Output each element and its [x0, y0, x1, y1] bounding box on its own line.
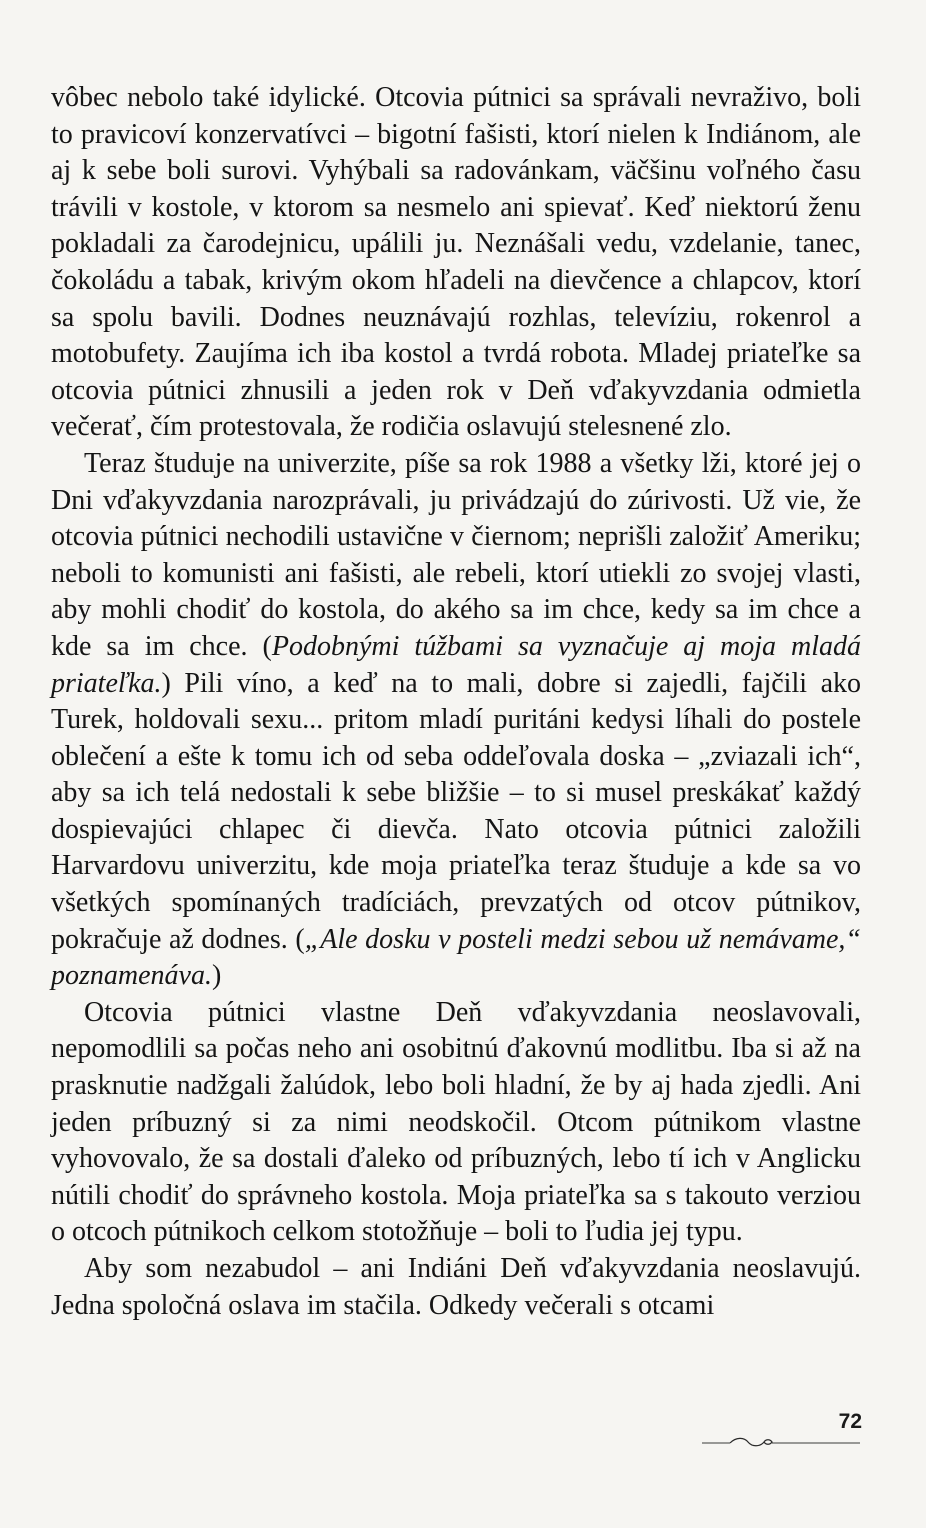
text-segment: ): [211, 960, 222, 992]
paragraph: [51, 80, 861, 446]
page-number: 72: [838, 1410, 862, 1433]
paragraph: [51, 1251, 861, 1324]
paragraph: [51, 995, 861, 1251]
page-footer: [700, 1410, 862, 1450]
italic-text-segment: „Ale dosku v posteli medzi sebou už nemávame,“ poznamenáva.: [51, 923, 862, 992]
text-segment: ) Pili víno, a keď na to mali, dobre si zajedli, fajčili ako Turek, holdovali sexu... pritom mladí puritáni kedysi líhali do postele oblečení a ešte k tomu ich od seba oddeľovala doska – „zviazali ich“, aby sa ich telá nedostali k sebe bližšie – to si musel preskákať každý dospievajúci chlapec či dievča. Nato otcovia pútnici založili Harvardovu univerzitu, kde moja priateľka teraz študuje a kde sa vo všetkých spomínaných tradíciách, prevzatých od otcov pútnikov, pokračuje až dodnes. (: [51, 667, 861, 955]
text-segment: vôbec nebolo také idylické. Otcovia pútnici sa správali nevraživo, boli to pravicoví konzervatívci – bigotní fašisti, ktorí nielen k Indiánom, ale aj k sebe boli surovi. Vyhýbali sa radovánkam, väčšinu voľného času trávili v kostole, v ktorom sa nesmelo ani spievať. Keď niektorú ženu pokladali za čarodejnicu, upálili ju. Neznášali vedu, vzdelanie, tanec, čokoládu a tabak, krivým okom hľadeli na dievčence a chlapcov, ktorí sa spolu bavili. Dodnes neuznávajú rozhlas, televíziu, rokenrol a motobufety. Zaujíma ich iba kostol a tvrdá robota. Mladej priateľke sa otcovia pútnici zhnusili a jeden rok v Deň vďakyvzdania odmietla večerať, čím protestovala, že rodičia oslavujú stelesnené zlo.: [51, 82, 861, 443]
text-segment: Aby som nezabudol – ani Indiáni Deň vďakyvzdania neoslavujú. Jedna spoločná oslava im stačila. Odkedy večerali s otcami: [51, 1253, 861, 1321]
text-segment: Teraz študuje na univerzite, píše sa rok 1988 a všetky lži, ktoré jej o Dni vďakyvzdania narozprávali, ju privádzajú do zúrivosti. Už vie, že otcovia pútnici nechodili ustavične v čiernom; neprišli založiť Ameriku; neboli to komunisti ani fašisti, ale rebeli, ktorí utiekli zo svojej vlasti, aby mohli chodiť do kostola, do akého sa im chce, kedy sa im chce a kde sa im chce. (: [51, 447, 861, 662]
paragraph: [51, 446, 861, 995]
ornament-flourish-icon: [700, 1436, 862, 1450]
book-page-text: [51, 80, 861, 1324]
italic-text-segment: Podobnými túžbami sa vyznačuje aj moja mladá priateľka.: [51, 630, 861, 699]
text-segment: Otcovia pútnici vlastne Deň vďakyvzdania neoslavovali, nepomodlili sa počas neho ani osobitnú ďakovnú modlitbu. Iba si až na prasknutie nadžgali žalúdok, lebo boli hladní, že by aj hada zjedli. Ani jeden príbuzný si za nimi neodskočil. Otcom pútnikom vlastne vyhovovalo, že sa dostali ďaleko od príbuzných, lebo tí ich v Anglicku nútili chodiť do správneho kostola. Moja priateľka sa s takouto verziou o otcoch pútnikoch celkom stotožňuje – boli to ľudia jej typu.: [51, 996, 861, 1248]
